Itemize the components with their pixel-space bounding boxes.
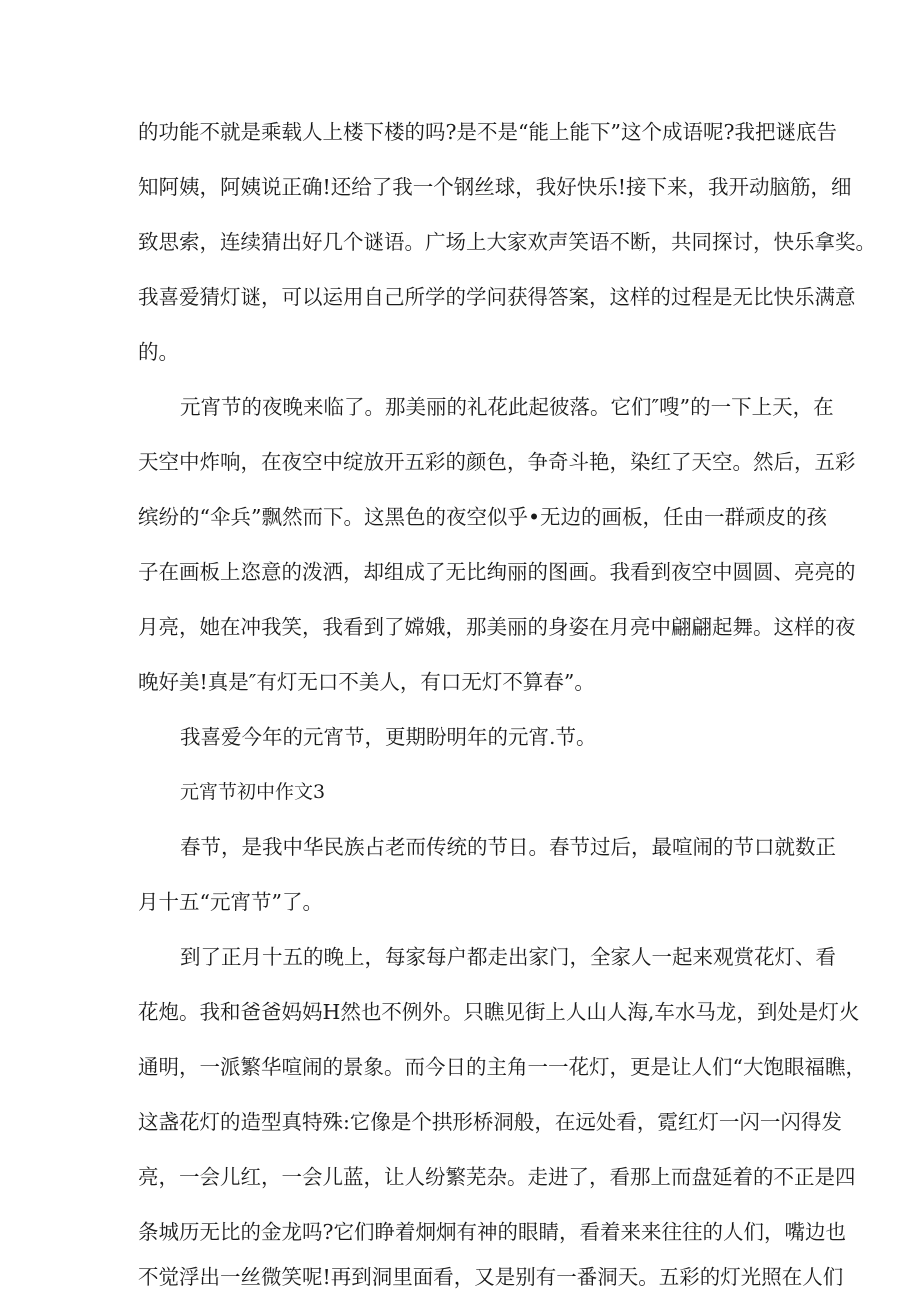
- text-line: 我喜爱猜灯谜，可以运用自己所学的学问获得答案，这样的过程是无比快乐满意: [138, 285, 856, 309]
- text-line: 亮，一会儿红，一会儿蓝，让人纷繁芜杂。走进了，看那上而盘延着的不正是四: [138, 1165, 856, 1189]
- text-line: 花炮。我和爸爸妈妈H然也不例外。只瞧见街上人山人海,车水马龙，到处是灯火: [138, 1000, 860, 1024]
- text-line: 致思索，连续猜出好几个谜语。广场上大家欢声笑语不断，共同探讨，快乐拿奖。: [138, 230, 876, 254]
- text-line: 子在画板上恣意的泼洒，却组成了无比绚丽的图画。我看到夜空中圆圆、亮亮的: [138, 560, 856, 584]
- text-line: 我喜爱今年的元宵节，更期盼明年的元宵.节。: [180, 725, 597, 749]
- text-line: 的。: [138, 340, 179, 364]
- text-line: 月十五“元宵节”了。: [138, 890, 323, 914]
- text-line: 到了正月十五的晚上，每家每户都走出家门，全家人一起来观赏花灯、看: [180, 945, 836, 969]
- text-line: 通明，一派繁华喧闹的景象。而今日的主角一一花灯，更是让人们“大饱眼福瞧，: [138, 1055, 866, 1079]
- text-line: 这盏花灯的造型真特殊:它像是个拱形桥洞般，在远处看，霓红灯一闪一闪得发: [138, 1110, 842, 1134]
- text-line: 元宵节的夜晚来临了。那美丽的礼花此起彼落。它们″嗖”的一下上天，在: [180, 395, 834, 419]
- text-line: 知阿姨，阿姨说正确!还给了我一个钢丝球，我好快乐!接下来，我开动脑筋，细: [138, 175, 852, 199]
- text-line: 月亮，她在冲我笑，我看到了嫦娥，那美丽的身姿在月亮中翩翩起舞。这样的夜: [138, 615, 856, 639]
- text-line: 晚好美!真是″有灯无口不美人，有口无灯不算春”。: [138, 670, 595, 694]
- text-line: 天空中炸响，在夜空中绽放开五彩的颜色，争奇斗艳，染红了天空。然后，五彩: [138, 450, 856, 474]
- section-heading: 元宵节初中作文3: [180, 781, 326, 803]
- text-line: 缤纷的“伞兵”飘然而下。这黑色的夜空似乎•无边的画板，任由一群顽皮的孩: [138, 505, 828, 529]
- text-line: 条城历无比的金龙吗?它们睁着炯炯有神的眼睛，看着来来往往的人们，嘴边也: [138, 1220, 846, 1244]
- text-line: 的功能不就是乘载人上楼下楼的吗?是不是“能上能下”这个成语呢?我把谜底告: [138, 120, 837, 144]
- text-line: 春节，是我中华民族占老而传统的节日。春节过后，最喧闹的节口就数正: [180, 835, 836, 859]
- text-line: 不觉浮出一丝微笑呢!再到洞里面看，又是别有一番洞天。五彩的灯光照在人们: [138, 1265, 844, 1289]
